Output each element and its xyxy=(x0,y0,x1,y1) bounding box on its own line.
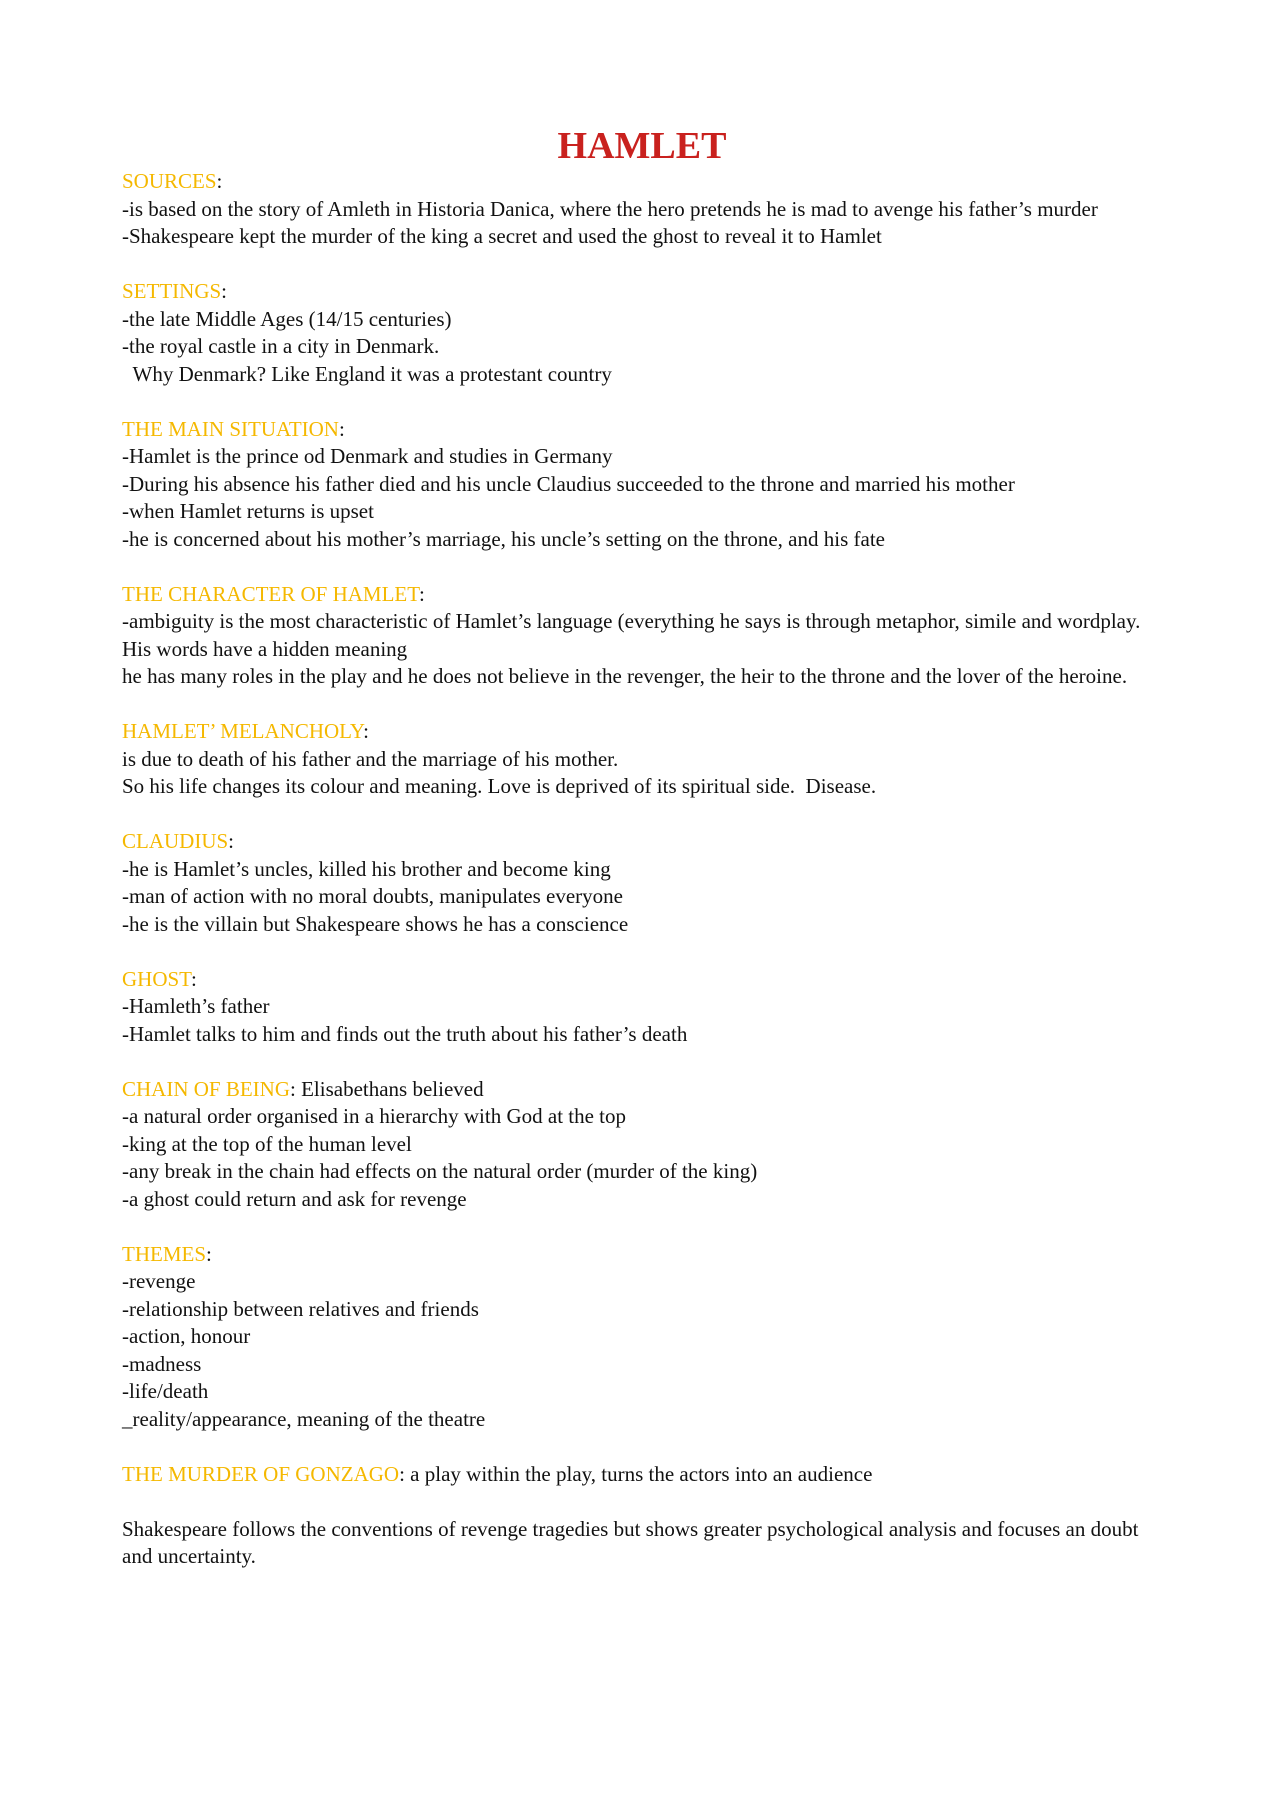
section-heading: GHOST xyxy=(122,966,191,991)
section-melancholy xyxy=(122,718,1162,801)
heading-suffix: : xyxy=(363,719,369,743)
heading-suffix: : xyxy=(216,169,223,193)
body-line: -life/death xyxy=(122,1379,209,1403)
body-line: -man of action with no moral doubts, manipulates everyone xyxy=(122,884,623,908)
heading-suffix: : Elisabethans believed xyxy=(290,1076,484,1101)
section-heading-line xyxy=(122,581,1162,609)
body-line: he has many roles in the play and he does not believe in the revenger, the heir to the throne and the lover of the heroine. xyxy=(122,664,1128,688)
section-heading: SOURCES xyxy=(122,169,217,193)
section-themes xyxy=(122,1241,1162,1434)
document-page xyxy=(122,124,1162,1571)
body-line: -action, honour xyxy=(122,1324,251,1348)
section-heading: HAMLET’ MELANCHOLY xyxy=(122,719,364,743)
body-line: -Hamlet is the prince od Denmark and studies in Germany xyxy=(122,444,613,468)
body-line: -the royal castle in a city in Denmark. xyxy=(122,334,440,358)
body-line: -he is Hamlet’s uncles, killed his brother and become king xyxy=(122,856,611,881)
section-heading-line xyxy=(122,966,1162,994)
body-line: -when Hamlet returns is upset xyxy=(122,499,374,523)
body-line: -Shakespeare kept the murder of the king a secret and used the ghost to reveal it to Hamlet xyxy=(122,224,882,248)
body-line: -revenge xyxy=(122,1269,196,1293)
section-settings xyxy=(122,278,1162,388)
body-line: -the late Middle Ages (14/15 centuries) xyxy=(122,306,452,331)
section-chain-of-being xyxy=(122,1076,1162,1214)
body-line: is due to death of his father and the marriage of his mother. xyxy=(122,746,619,771)
section-sources xyxy=(122,168,1162,251)
section-heading: THE MURDER OF GONZAGO xyxy=(122,1461,400,1486)
section-heading: SETTINGS xyxy=(122,279,222,303)
section-heading-line xyxy=(122,1241,1162,1269)
heading-suffix: : xyxy=(221,279,228,303)
section-heading-line xyxy=(122,278,1162,306)
body-line: -Hamlet talks to him and finds out the truth about his father’s death xyxy=(122,1021,688,1046)
section-ghost xyxy=(122,966,1162,1049)
body-line: -he is concerned about his mother’s marriage, his uncle’s setting on the throne, and his fate xyxy=(122,526,885,551)
document-title: HAMLET xyxy=(557,125,727,167)
section-heading: THE CHARACTER OF HAMLET xyxy=(122,581,420,606)
body-line: -relationship between relatives and friends xyxy=(122,1296,479,1321)
body-line: -any break in the chain had effects on the natural order (murder of the king) xyxy=(122,1159,758,1183)
section-heading: CHAIN OF BEING xyxy=(122,1076,290,1101)
heading-suffix: : xyxy=(228,829,235,853)
heading-suffix: : a play within the play, turns the actors into an audience xyxy=(399,1461,873,1486)
body-line: -ambiguity is the most characteristic of Hamlet’s language (everything he says is through metaphor, simile and wordplay. His words have a hidden meaning xyxy=(122,609,1146,661)
section-heading-line xyxy=(122,1076,1162,1104)
body-line: -madness xyxy=(122,1351,202,1376)
body-line: -a natural order organised in a hierarchy with God at the top xyxy=(122,1104,627,1128)
section-heading-line xyxy=(122,718,1162,746)
body-line: -king at the top of the human level xyxy=(122,1131,412,1156)
section-character-of-hamlet xyxy=(122,581,1162,691)
heading-suffix: : xyxy=(419,581,425,606)
body-line: -a ghost could return and ask for revenge xyxy=(122,1186,467,1211)
section-murder-of-gonzago xyxy=(122,1461,1162,1489)
heading-suffix: : xyxy=(206,1241,212,1266)
section-heading: CLAUDIUS xyxy=(122,829,229,853)
heading-suffix: : xyxy=(338,416,345,441)
heading-suffix: : xyxy=(190,966,197,991)
body-line: So his life changes its colour and meaning. Love is deprived of its spiritual side. Disease. xyxy=(122,774,877,798)
conclusion-paragraph: Shakespeare follows the conventions of revenge tragedies but shows greater psychological analysis and focuses an doubt and uncertainty. xyxy=(122,1516,1139,1568)
body-line: Why Denmark? Like England it was a protestant country xyxy=(122,361,612,386)
section-heading: THE MAIN SITUATION xyxy=(122,416,339,441)
body-line: -is based on the story of Amleth in Historia Danica, where the hero pretends he is mad to avenge his father’s murder xyxy=(122,196,1098,221)
body-line: _reality/appearance, meaning of the theatre xyxy=(122,1406,486,1431)
section-claudius xyxy=(122,828,1162,938)
section-heading-line xyxy=(122,416,1162,444)
section-main-situation xyxy=(122,416,1162,554)
section-heading-line xyxy=(122,1461,1162,1489)
body-line: -During his absence his father died and his uncle Claudius succeeded to the throne and married his mother xyxy=(122,471,1015,496)
body-line: -he is the villain but Shakespeare shows he has a conscience xyxy=(122,911,629,936)
section-heading-line xyxy=(122,828,1162,856)
body-line: -Hamleth’s father xyxy=(122,994,270,1018)
section-heading-line xyxy=(122,168,1162,196)
section-heading: THEMES xyxy=(122,1241,206,1266)
